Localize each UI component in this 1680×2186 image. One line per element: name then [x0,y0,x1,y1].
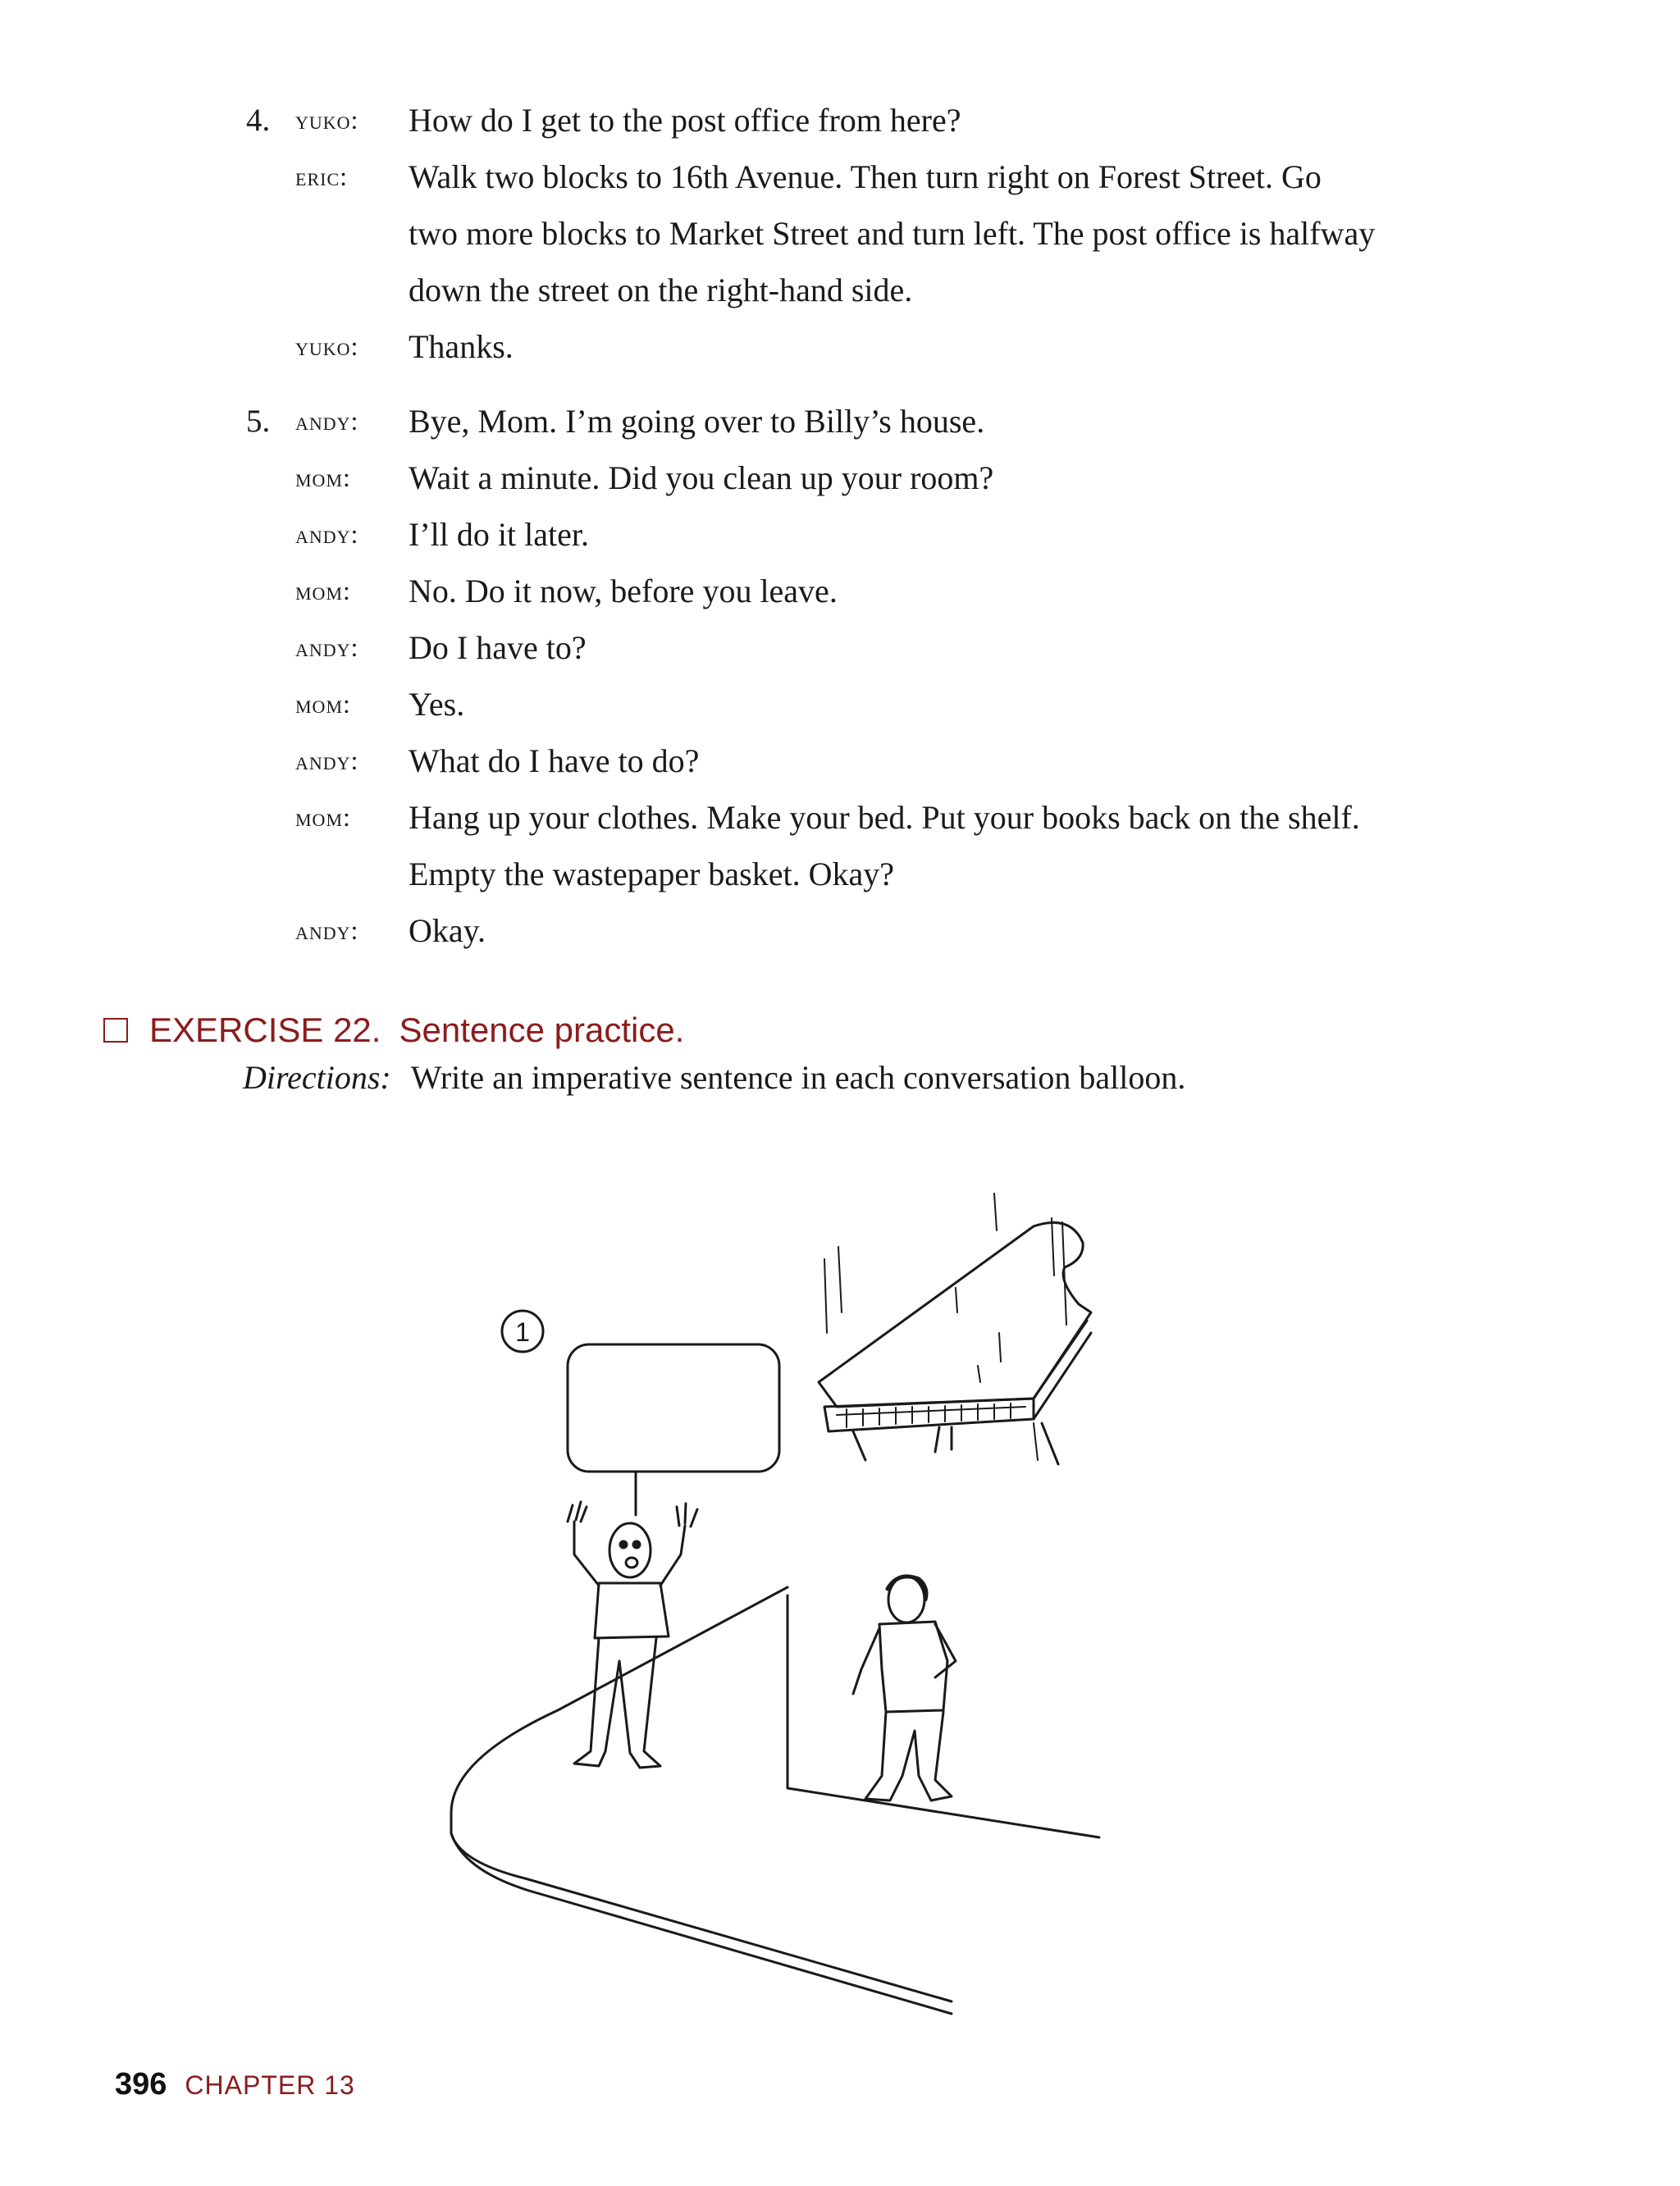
dialogue-number: 4. [246,103,271,138]
startled-man-drawing [568,1502,697,1768]
piano-scene-image [213,1136,1657,2071]
dialogue-line [246,789,1550,902]
dialogue-text: Walk two blocks to 16th Avenue. Then turn right on Forest Street. Go two more blocks to Market Street and turn left. The post office is halfway down the street on the right-hand side. [409,158,1376,308]
checkbox-icon [103,1018,128,1043]
speaker-label: mom: [295,576,351,605]
speaker-label: andy: [295,519,359,549]
dialogue-text: No. Do it now, before you leave. [409,573,838,609]
dialogue-line [246,318,1550,375]
dialogue-text: Yes. [409,686,465,723]
speaker-label: andy: [295,746,359,775]
exercise-illustration [213,1136,1657,2071]
chapter-label: CHAPTER 13 [185,2070,355,2100]
dialogue-text: How do I get to the post office from here? [409,102,961,139]
dialogue-line [246,393,1550,450]
exercise-number: EXERCISE 22. [149,1011,381,1049]
dialogue-line [246,619,1550,676]
exercise-directions [243,1056,1185,1099]
dialogue-line [246,92,1550,148]
speaker-label: andy: [295,406,359,436]
dialogue-text: Okay. [409,912,486,949]
balloon-number-badge [502,1311,543,1352]
floor-drawing [451,1587,1099,2014]
dialogue-line [246,563,1550,619]
page-number: 396 [115,2067,167,2102]
dialogue-line [246,148,1550,318]
dialogue-number: 5. [246,404,271,439]
speaker-label: mom: [295,463,351,492]
falling-piano-drawing [819,1193,1091,1464]
exercise-section [103,1011,1185,1099]
dialogue-section [246,92,1550,977]
speaker-label: mom: [295,689,351,719]
speaker-label: mom: [295,802,351,832]
speaker-label: yuko: [295,105,359,135]
dialogue-line [246,902,1550,959]
dialogue-line [246,450,1550,506]
exercise-heading [103,1011,1185,1050]
dialogue-text: Bye, Mom. I’m going over to Billy’s house. [409,403,985,440]
directions-text: Write an imperative sentence in each conversation balloon. [410,1059,1186,1096]
speaker-label: andy: [295,915,359,945]
page-footer [115,2067,355,2102]
dialogue-line [246,506,1550,563]
dialogue-text: Do I have to? [409,629,587,666]
dialogue-text: What do I have to do? [409,742,700,779]
directions-label: Directions: [243,1059,391,1096]
speaker-label: yuko: [295,331,359,361]
dialogue-text: Wait a minute. Did you clean up your room? [409,459,994,496]
dialogue-line [246,732,1550,789]
walking-boy-drawing [853,1577,956,1800]
dialogue-text: I’ll do it later. [409,516,589,553]
speaker-label: andy: [295,632,359,662]
dialogue-text: Hang up your clothes. Make your bed. Put your books back on the shelf. Empty the wastepaper basket. Okay? [409,799,1360,892]
speech-balloon [568,1344,779,1515]
exercise-title: Sentence practice. [399,1011,685,1049]
speaker-label: eric: [295,162,349,191]
dialogue-line [246,676,1550,732]
dialogue-4 [246,92,1550,375]
dialogue-5 [246,393,1550,959]
svg-text:1: 1 [515,1317,530,1347]
dialogue-text: Thanks. [409,328,514,365]
